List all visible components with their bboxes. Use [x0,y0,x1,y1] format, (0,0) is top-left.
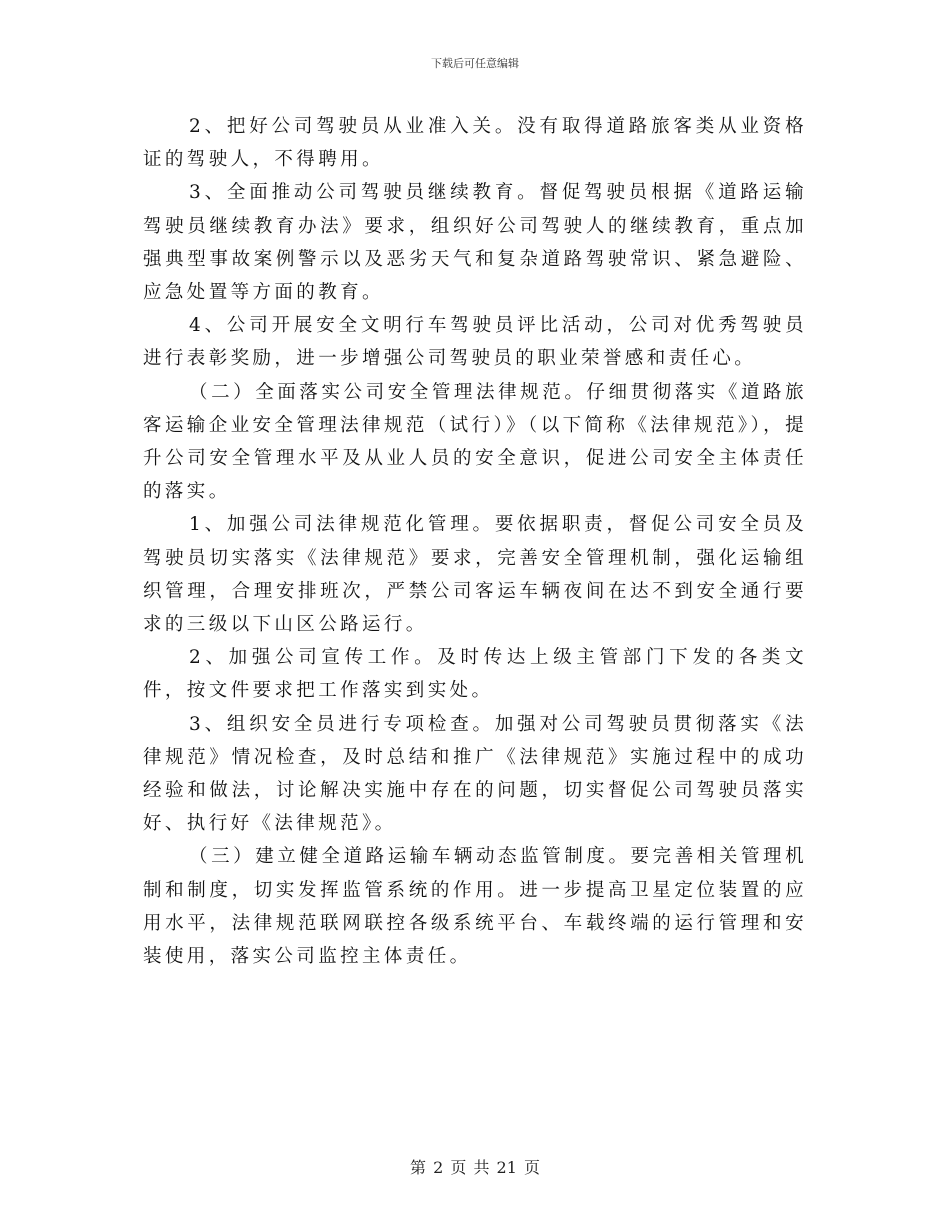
paragraph-driver-admission: 2、把好公司驾驶员从业准入关。没有取得道路旅客类从业资格证的驾驶人，不得聘用。 [143,116,807,171]
paragraph-special-inspection: 3、组织安全员进行专项检查。加强对公司驾驶员贯彻落实《法律规范》情况检查，及时总结和推广《法律规范》实施过程中的成功经验和做法，讨论解决实施中存在的问题，切实督促公司驾驶员落实好、执行好《法律规范》。 [143,713,807,835]
page-header: 下载后可任意编辑 [431,57,519,70]
paragraph-section-two: （二）全面落实公司安全管理法律规范。仔细贯彻落实《道路旅客运输企业安全管理法律规范（试行）》（以下简称《法律规范》），提升公司安全管理水平及从业人员的安全意识，促进公司安全主体责任的落实。 [143,381,807,503]
paragraph-section-three: （三）建立健全道路运输车辆动态监管制度。要完善相关管理机制和制度，切实发挥监管系统的作用。进一步提高卫星定位装置的应用水平，法律规范联网联控各级系统平台、车载终端的运行管理和安装使用，落实公司监控主体责任。 [143,846,807,968]
page-footer: 第 2 页 共 21 页 [410,1158,540,1177]
paragraph-legal-management: 1、加强公司法律规范化管理。要依据职责，督促公司安全员及驾驶员切实落实《法律规范》要求，完善安全管理机制，强化运输组织管理，合理安排班次，严禁公司客运车辆夜间在达不到安全通行要求的三级以下山区公路运行。 [143,514,807,636]
paragraph-continuing-education: 3、全面推动公司驾驶员继续教育。督促驾驶员根据《道路运输驾驶员继续教育办法》要求，组织好公司驾驶人的继续教育，重点加强典型事故案例警示以及恶劣天气和复杂道路驾驶常识、紧急避险、应急处置等方面的教育。 [143,182,807,304]
document-body [143,110,807,973]
paragraph-publicity: 2、加强公司宣传工作。及时传达上级主管部门下发的各类文件，按文件要求把工作落实到实处。 [143,647,807,702]
paragraph-driver-award: 4、公司开展安全文明行车驾驶员评比活动，公司对优秀驾驶员进行表彰奖励，进一步增强公司驾驶员的职业荣誉感和责任心。 [143,315,807,370]
